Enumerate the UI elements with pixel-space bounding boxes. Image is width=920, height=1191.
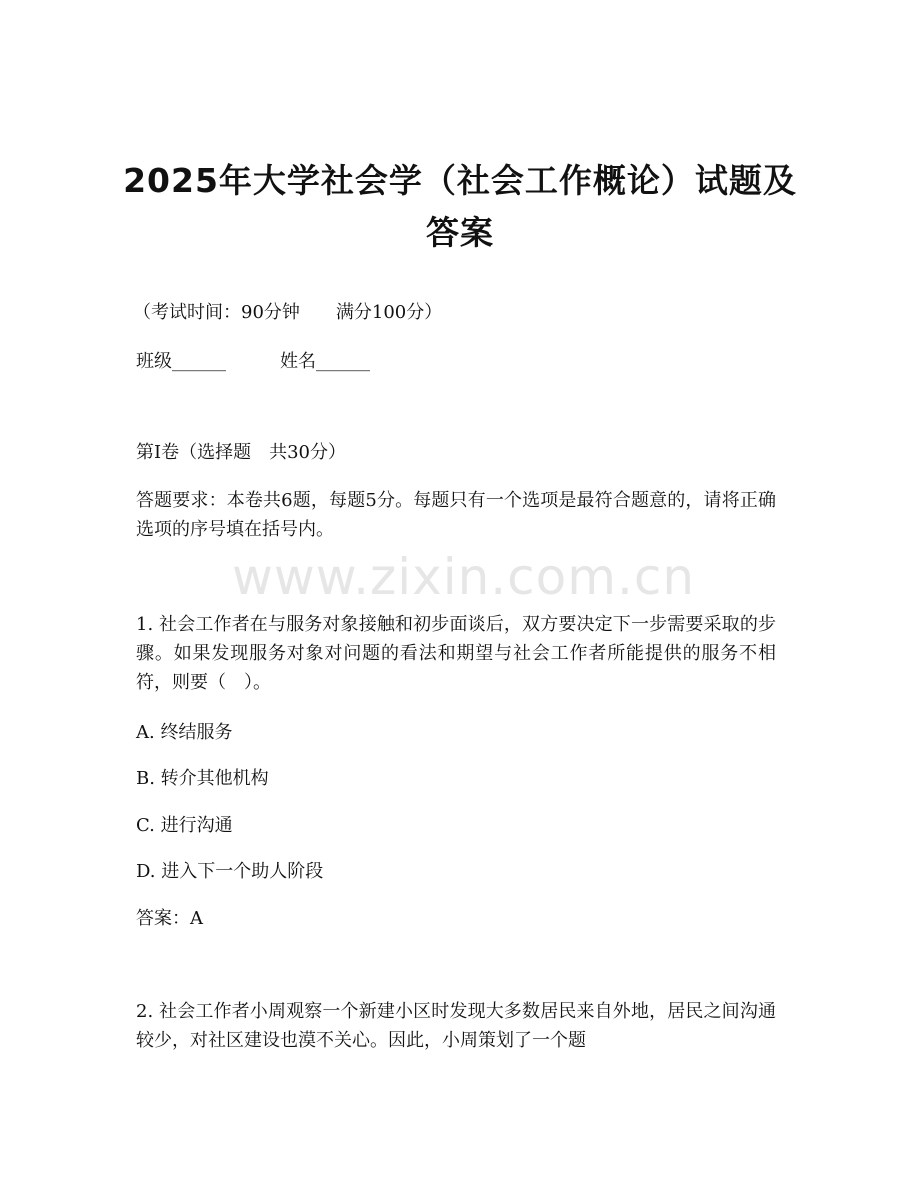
class-name-line: 班级______ 姓名______ (136, 351, 370, 372)
question-1-option-a: A. 终结服务 (136, 722, 233, 743)
watermark: www.zixin.com.cn (232, 548, 696, 606)
question-1-option-b: B. 转介其他机构 (136, 768, 269, 789)
question-1-answer: 答案：A (136, 908, 203, 929)
question-1-option-d: D. 进入下一个助人阶段 (136, 861, 324, 882)
document-title (110, 155, 810, 259)
instructions: 答题要求：本卷共6题，每题5分。每题只有一个选项是最符合题意的，请将正确选项的序号填在括号内。 (136, 490, 776, 540)
section-heading: 第I卷（选择题 共30分） (136, 442, 347, 463)
question-2-stem: 2. 社会工作者小周观察一个新建小区时发现大多数居民来自外地，居民之间沟通较少，对社区建设也漠不关心。因此，小周策划了一个题 (136, 1001, 776, 1051)
question-1-option-c: C. 进行沟通 (136, 815, 233, 836)
exam-info: （考试时间：90分钟 满分100分） (133, 302, 443, 323)
title-line-2: 答案 (426, 213, 494, 252)
title-line-1: 2025年大学社会学（社会工作概论）试题及 (123, 161, 797, 200)
question-1-stem: 1. 社会工作者在与服务对象接触和初步面谈后，双方要决定下一步需要采取的步骤。如果发现服务对象对问题的看法和期望与社会工作者所能提供的服务不相符，则要（ ）。 (136, 614, 776, 693)
